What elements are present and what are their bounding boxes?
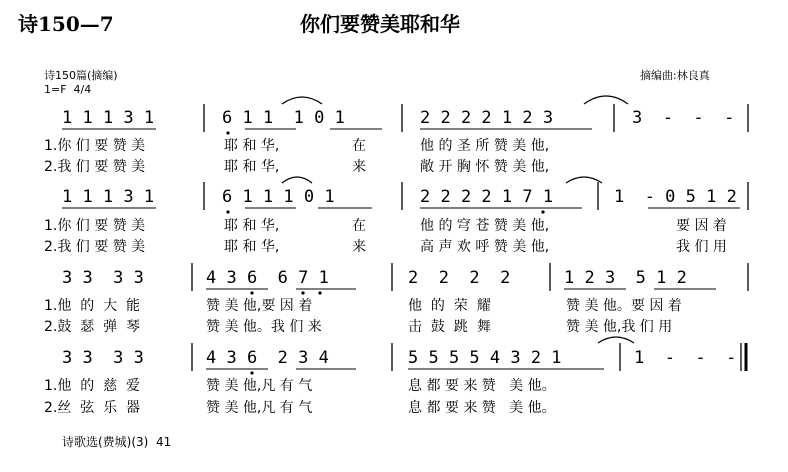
hymn-number: 诗150—7 (18, 12, 114, 36)
measure-notes: 3 3 3 3 (62, 348, 144, 368)
duration-underlines (62, 129, 740, 369)
lyric-text: 耶 和 华, (224, 138, 280, 154)
low-octave-dot (318, 291, 321, 294)
low-octave-dot (250, 371, 253, 374)
measure-notes: 4 3 6 2 3 4 (206, 348, 329, 368)
measure-notes: 6 1 1 1 0 1 (222, 187, 335, 207)
lyric-text: 耶 和 华, (224, 218, 280, 234)
lyric-text: 赞 美 他,凡 有 气 (206, 400, 313, 416)
lyric-text: 在 (352, 138, 366, 154)
measure-notes: 5 5 5 5 4 3 2 1 (408, 348, 562, 368)
lyric-text: 1.他 的 慈 爱 (44, 378, 141, 394)
key-signature: 1=F 4/4 (44, 83, 92, 96)
lyric-text: 在 (352, 218, 366, 234)
lyric-text: 赞 美 他,我 们 用 (566, 319, 673, 335)
lyric-text: 2.鼓 瑟 弹 琴 (44, 319, 141, 335)
slurs (282, 96, 634, 343)
lyric-text: 他 的 穹 苍 赞 美 他, (420, 218, 550, 234)
measure-notes: 2 2 2 2 (408, 268, 511, 288)
low-octave-dot (301, 291, 304, 294)
lyric-text: 我 们 用 (676, 239, 727, 255)
lyric-text: 赞 美 他,凡 有 气 (206, 378, 313, 394)
slur (566, 177, 602, 183)
octave-dots (226, 131, 544, 374)
lyric-text: 高 声 欢 呼 赞 美 他, (420, 239, 550, 255)
lyric-text: 2.我 们 要 赞 美 (44, 239, 146, 255)
measure-notes: 1 - - - (634, 348, 737, 368)
lyric-text: 1.你 们 要 赞 美 (44, 138, 146, 154)
slur (282, 177, 312, 183)
measure-notes: 2 2 2 2 1 2 3 (420, 108, 554, 128)
lyric-text: 来 (352, 239, 366, 255)
lyric-text: 敞 开 胸 怀 赞 美 他, (420, 159, 550, 175)
measure-notes: 6 1 1 1 0 1 (222, 108, 345, 128)
measure-notes: 1 - 0 5 1 2 (614, 187, 737, 207)
lyric-text: 要 因 着 (676, 218, 727, 234)
lyric-text: 1.你 们 要 赞 美 (44, 218, 146, 234)
lyric-text: 耶 和 华, (224, 159, 280, 175)
lyric-text: 他 的 荣 耀 (408, 298, 491, 314)
lyric-text: 他 的 圣 所 赞 美 他, (420, 138, 550, 154)
lyric-text: 赞 美 他,要 因 着 (206, 298, 313, 314)
lyric-text: 息 都 要 来 赞 美 他。 (408, 378, 556, 394)
lyric-text: 1.他 的 大 能 (44, 298, 141, 314)
low-octave-dot (250, 291, 253, 294)
lyric-text: 击 鼓 跳 舞 (408, 319, 491, 335)
footer-source: 诗歌选(费城)(3) 41 (62, 435, 172, 449)
slur (598, 337, 634, 343)
measure-notes: 4 3 6 6 7 1 (206, 268, 329, 288)
measure-notes: 1 1 1 3 1 (62, 108, 155, 128)
low-octave-dot (226, 210, 229, 213)
lyric-text: 赞 美 他。我 们 来 (206, 319, 322, 335)
low-octave-dot (226, 131, 229, 134)
lyric-text: 耶 和 华, (224, 239, 280, 255)
low-octave-dot (541, 210, 544, 213)
page-title: 你们要赞美耶和华 (300, 12, 460, 36)
measure-notes: 2 2 2 2 1 7 1 (420, 187, 554, 207)
lyric-text: 赞 美 他。要 因 着 (566, 298, 682, 314)
lyric-text: 2.丝 弦 乐 器 (44, 400, 141, 416)
measure-notes: 1 2 3 5 1 2 (564, 268, 687, 288)
measure-notes: 3 - - - (632, 108, 735, 128)
slur (584, 96, 628, 104)
barlines (192, 104, 748, 371)
lyric-text: 来 (352, 159, 366, 175)
slur (282, 97, 322, 104)
measure-notes: 1 1 1 3 1 (62, 187, 155, 207)
source-text: 诗150篇(摘编) (44, 69, 118, 82)
lyric-text: 2.我 们 要 赞 美 (44, 159, 146, 175)
measure-notes: 3 3 3 3 (62, 268, 144, 288)
composer-credit: 摘编曲:林良真 (640, 69, 710, 82)
lyric-text: 息 都 要 来 赞 美 他。 (408, 400, 556, 416)
